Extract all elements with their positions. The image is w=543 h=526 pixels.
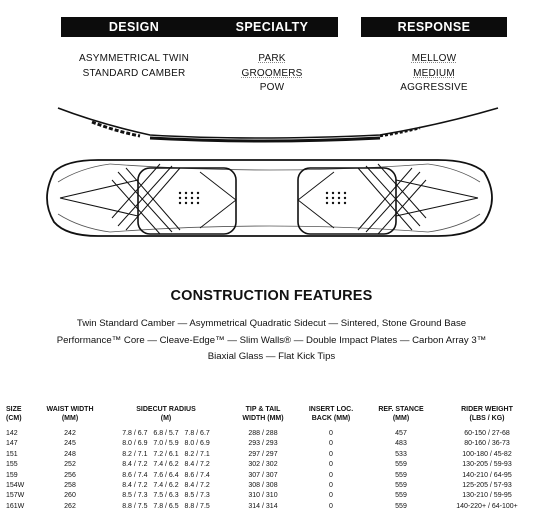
design-item: STANDARD CAMBER xyxy=(82,67,186,79)
specialty-item: GROOMERS xyxy=(241,67,303,79)
sidecut-radius-cell: 8.4 / 7.2 7.4 / 6.2 8.4 / 7.2 xyxy=(122,461,210,469)
board-top-view xyxy=(47,160,492,236)
spec-table-body xyxy=(3,429,539,512)
col-stance-header: REF. STANCE (MM) xyxy=(378,406,424,422)
waist-width-cell: 256 xyxy=(64,471,76,479)
table-row xyxy=(3,439,539,449)
ref-stance-cell: 559 xyxy=(395,492,407,500)
response-list xyxy=(361,52,507,96)
sidecut-radius-cell: 8.8 / 7.5 7.8 / 6.5 8.8 / 7.5 xyxy=(122,502,210,510)
waist-width-cell: 260 xyxy=(64,492,76,500)
rider-weight-cell: 125-205 / 57-93 xyxy=(462,482,512,490)
col-sidecut-header: SIDECUT RADIUS (M) xyxy=(136,406,196,422)
construction-line: Twin Standard Camber — Asymmetrical Quadratic Sidecut — Sintered, Stone Ground Base xyxy=(76,318,467,329)
size-cell: 154W xyxy=(6,482,25,490)
ref-stance-cell: 559 xyxy=(395,502,407,510)
rider-weight-cell: 100-180 / 45-82 xyxy=(462,450,512,458)
col-insert-header: INSERT LOC. BACK (MM) xyxy=(308,406,354,422)
insert-loc-cell: 0 xyxy=(329,430,333,437)
rider-weight-cell: 140-210 / 64-95 xyxy=(462,471,512,479)
rider-weight-cell: 130-210 / 59-95 xyxy=(462,492,512,500)
table-row xyxy=(3,481,539,491)
tip-tail-width-cell: 307 / 307 xyxy=(248,471,278,479)
insert-loc-cell: 0 xyxy=(329,482,333,490)
specialty-header: SPECIALTY xyxy=(206,17,338,37)
table-row xyxy=(3,460,539,470)
spec-table-header-row xyxy=(3,405,539,429)
sidecut-radius-cell: 8.2 / 7.1 7.2 / 6.1 8.2 / 7.1 xyxy=(122,450,210,458)
col-waist-header: WAIST WIDTH (MM) xyxy=(46,406,94,422)
waist-width-cell: 262 xyxy=(64,502,76,510)
camber-profile xyxy=(58,108,498,141)
response-item: AGGRESSIVE xyxy=(400,82,468,93)
sidecut-radius-cell: 8.5 / 7.3 7.5 / 6.3 8.5 / 7.3 xyxy=(122,492,210,500)
size-cell: 151 xyxy=(6,450,18,458)
col-size-header: SIZE (CM) xyxy=(6,406,22,422)
table-row xyxy=(3,429,539,439)
size-cell: 159 xyxy=(6,471,18,479)
response-item: MELLOW xyxy=(411,53,457,64)
waist-width-cell: 248 xyxy=(64,450,76,458)
tip-tail-width-cell: 293 / 293 xyxy=(248,440,278,448)
rider-weight-cell: 60-150 / 27-68 xyxy=(464,430,510,437)
size-cell: 157W xyxy=(6,492,25,500)
ref-stance-cell: 483 xyxy=(395,440,407,448)
insert-loc-cell: 0 xyxy=(329,492,333,500)
col-tip-tail-header: TIP & TAIL WIDTH (MM) xyxy=(242,406,284,422)
response-item: MEDIUM xyxy=(413,67,455,79)
tip-tail-width-cell: 297 / 297 xyxy=(248,450,278,458)
table-row xyxy=(3,450,539,460)
ref-stance-cell: 559 xyxy=(395,461,407,469)
insert-loc-cell: 0 xyxy=(329,502,333,510)
insert-loc-cell: 0 xyxy=(329,440,333,448)
specialty-item: POW xyxy=(259,82,285,93)
waist-width-cell: 258 xyxy=(64,482,76,490)
size-cell: 142 xyxy=(6,430,18,437)
tip-tail-width-cell: 288 / 288 xyxy=(248,430,278,437)
construction-features-title: CONSTRUCTION FEATURES xyxy=(170,288,373,304)
size-cell: 155 xyxy=(6,461,18,469)
construction-line: Performance™ Core — Cleave-Edge™ — Slim Walls® — Double Impact Plates — Carbon Array 3™ xyxy=(56,334,487,346)
spec-table xyxy=(3,405,539,512)
specialty-item: PARK xyxy=(258,53,286,64)
size-cell: 147 xyxy=(6,440,18,448)
ref-stance-cell: 457 xyxy=(395,430,407,437)
rider-weight-cell: 130-205 / 59-93 xyxy=(462,461,512,469)
sidecut-radius-cell: 8.6 / 7.4 7.6 / 6.4 8.6 / 7.4 xyxy=(122,471,210,479)
tip-tail-width-cell: 310 / 310 xyxy=(248,492,278,500)
waist-width-cell: 242 xyxy=(64,430,76,437)
rider-weight-cell: 140-220+ / 64-100+ xyxy=(456,502,518,510)
col-rider-weight-header: RIDER WEIGHT (LBS / KG) xyxy=(461,406,513,422)
insert-loc-cell: 0 xyxy=(329,450,333,458)
insert-loc-cell: 0 xyxy=(329,461,333,469)
design-list xyxy=(45,52,223,81)
rider-weight-cell: 80-160 / 36-73 xyxy=(464,440,510,448)
ref-stance-cell: 559 xyxy=(395,482,407,490)
sidecut-radius-cell: 8.0 / 6.9 7.0 / 5.9 8.0 / 6.9 xyxy=(122,440,210,448)
snowboard-illustration xyxy=(0,95,543,245)
design-item: ASYMMETRICAL TWIN xyxy=(78,53,190,64)
tip-tail-width-cell: 308 / 308 xyxy=(248,482,278,490)
table-row xyxy=(3,502,539,512)
response-header: RESPONSE xyxy=(361,17,507,37)
tip-tail-width-cell: 302 / 302 xyxy=(248,461,278,469)
construction-features-list xyxy=(0,316,543,366)
waist-width-cell: 245 xyxy=(64,440,76,448)
ref-stance-cell: 559 xyxy=(395,471,407,479)
ref-stance-cell: 533 xyxy=(395,450,407,458)
table-row xyxy=(3,471,539,481)
tip-tail-width-cell: 314 / 314 xyxy=(248,502,278,510)
table-row xyxy=(3,491,539,501)
sidecut-radius-cell: 7.8 / 6.7 6.8 / 5.7 7.8 / 6.7 xyxy=(122,430,210,437)
waist-width-cell: 252 xyxy=(64,461,76,469)
construction-line: Biaxial Glass — Flat Kick Tips xyxy=(207,351,336,362)
insert-loc-cell: 0 xyxy=(329,471,333,479)
size-cell: 161W xyxy=(6,502,25,510)
design-header: DESIGN xyxy=(61,17,207,37)
sidecut-radius-cell: 8.4 / 7.2 7.4 / 6.2 8.4 / 7.2 xyxy=(122,482,210,490)
specialty-list xyxy=(206,52,338,96)
